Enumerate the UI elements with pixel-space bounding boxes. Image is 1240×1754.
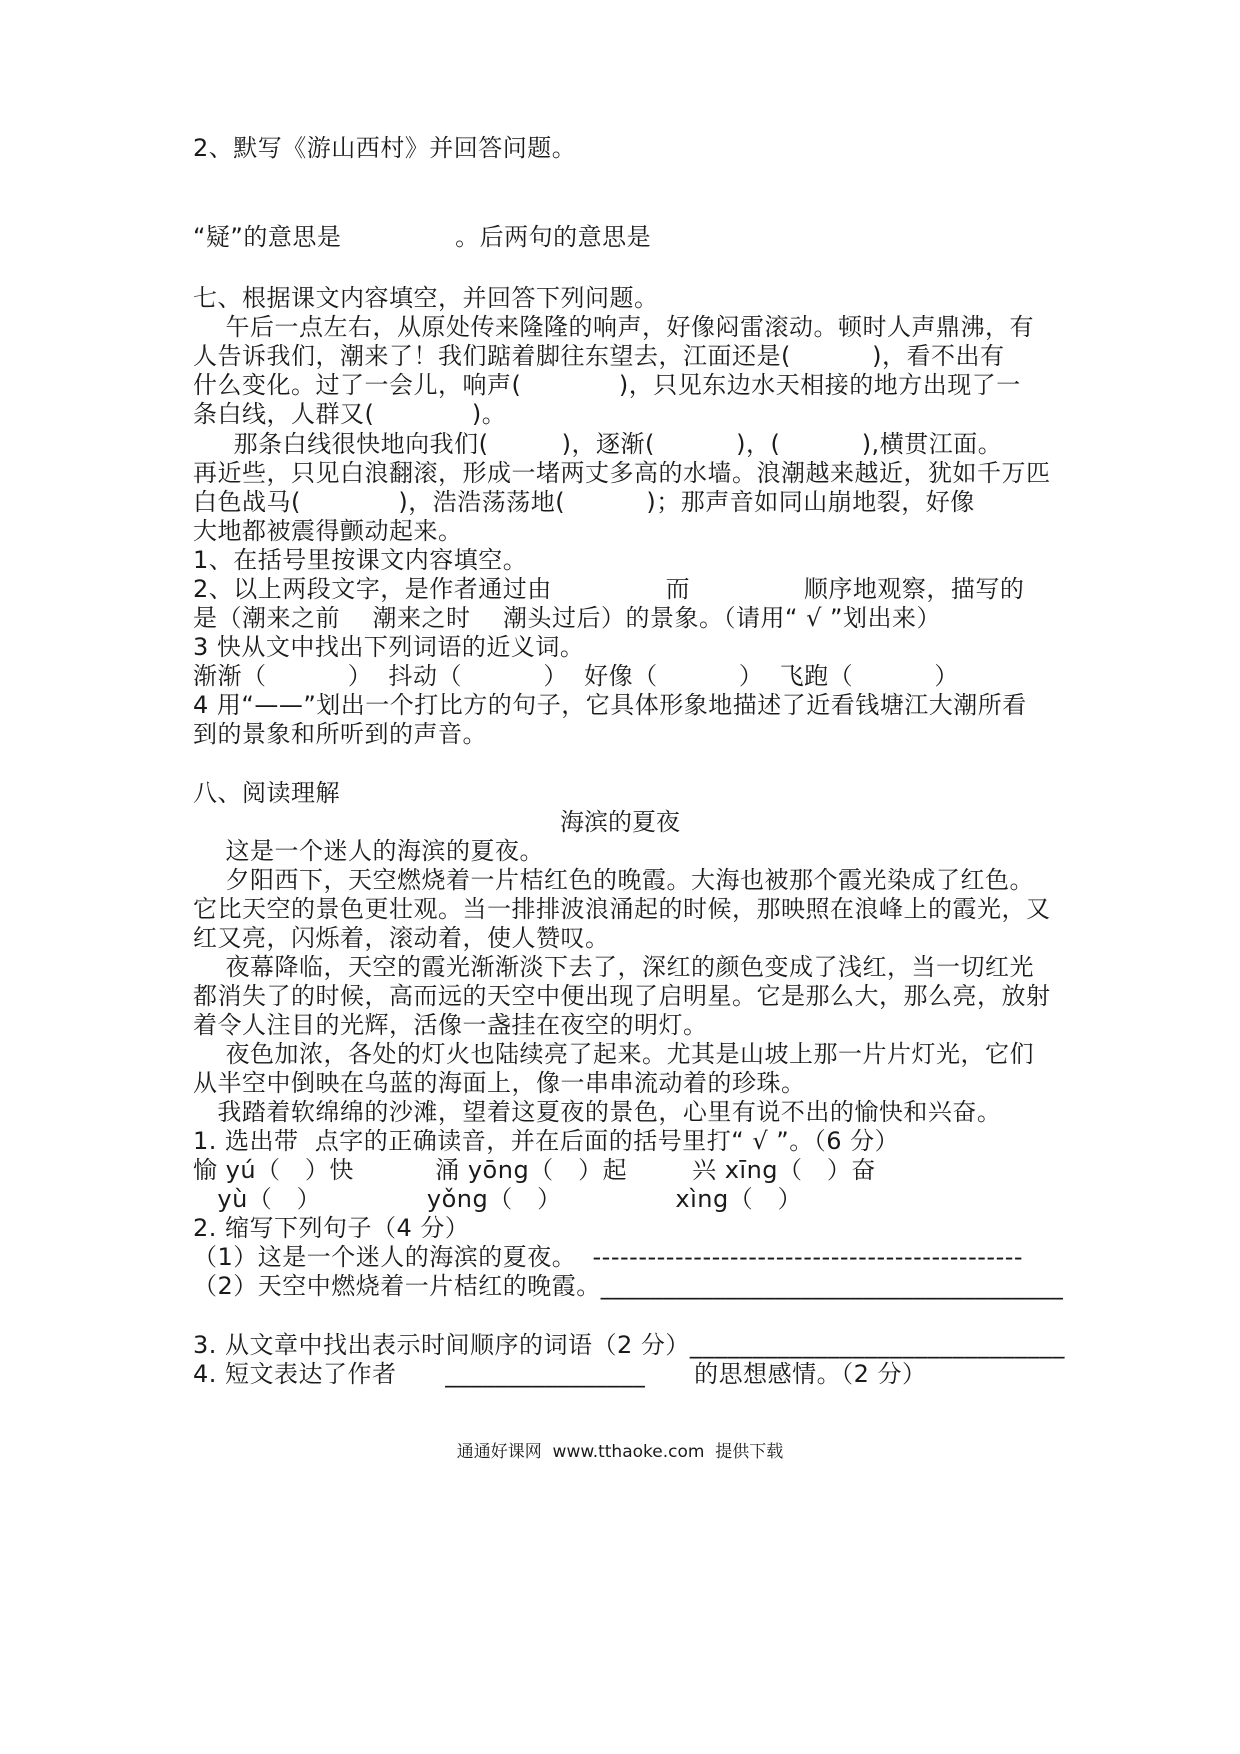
question-2-prompt: “疑”的意思是 。后两句的意思是 bbox=[193, 223, 652, 251]
passage-line: 白色战马( )，浩浩荡荡地( )；那声音如同山崩地裂，好像 bbox=[193, 488, 975, 516]
passage-line: 都消失了的时候，高而远的天空中便出现了启明星。它是那么大，那么亮，放射 bbox=[193, 982, 1051, 1010]
passage-line: 午后一点左右，从原处传来隆隆的响声，好像闷雷滚动。顿时人声鼎沸，有 bbox=[193, 313, 1035, 341]
question-line: 1. 选出带 点字的正确读音，并在后面的括号里打“ √ ”。（6 分） bbox=[193, 1127, 900, 1155]
passage-line: 它比天空的景色更壮观。当一排排波浪涌起的时候，那映照在浪峰上的霞光，又 bbox=[193, 895, 1051, 923]
answer-line: （1）这是一个迷人的海滨的夏夜。 ----------------------------------------------- bbox=[193, 1243, 1024, 1271]
passage-line: 夕阳西下，天空燃烧着一片桔红色的晚霞。大海也被那个霞光染成了红色。 bbox=[193, 866, 1035, 894]
passage-line: 什么变化。过了一会儿，响声( )，只见东边水天相接的地方出现了一 bbox=[193, 371, 1021, 399]
passage-line: 从半空中倒映在乌蓝的海面上，像一串串流动着的珍珠。 bbox=[193, 1069, 806, 1097]
question-line: 3 快从文中找出下列词语的近义词。 bbox=[193, 633, 585, 661]
pinyin-options: 愉 yú（ ）快 涌 yōng（ ）起 兴 xīng（ ）奋 bbox=[193, 1156, 876, 1184]
passage-line: 红又亮，闪烁着，滚动着，使人赞叹。 bbox=[193, 924, 610, 952]
passage-title: 海滨的夏夜 bbox=[560, 808, 680, 836]
answer-line: 3. 从文章中找出表示时间顺序的词语（2 分）______________________________ bbox=[193, 1331, 1065, 1359]
passage-line: 再近些，只见白浪翻滚，形成一堵两丈多高的水墙。浪潮越来越近，犹如千万匹 bbox=[193, 459, 1051, 487]
question-2-heading: 2、默写《游山西村》并回答问题。 bbox=[193, 134, 577, 162]
passage-line: 人告诉我们，潮来了！我们踮着脚往东望去，江面还是( )，看不出有 bbox=[193, 342, 1005, 370]
passage-line: 着令人注目的光辉，活像一盏挂在夜空的明灯。 bbox=[193, 1011, 708, 1039]
answer-line: 4. 短文表达了作者 ________________ 的思想感情。（2 分） bbox=[193, 1360, 927, 1388]
question-line: 1、在括号里按课文内容填空。 bbox=[193, 546, 528, 574]
question-line: 是（潮来之前 潮来之时 潮头过后）的景象。（请用“ √ ”划出来） bbox=[193, 604, 941, 632]
question-line: 2. 缩写下列句子（4 分） bbox=[193, 1214, 470, 1242]
pinyin-options: yù（ ） yǒng（ ） xìng（ ） bbox=[193, 1185, 803, 1213]
answer-line: （2）天空中燃烧着一片桔红的晚霞。_____________________________________ bbox=[193, 1272, 1064, 1300]
question-line: 4 用“——”划出一个打比方的句子，它具体形象地描述了近看钱塘江大潮所看 bbox=[193, 691, 1027, 719]
passage-line: 那条白线很快地向我们( )，逐渐( )，( ),横贯江面。 bbox=[193, 430, 1003, 458]
passage-line: 大地都被震得颤动起来。 bbox=[193, 517, 463, 545]
passage-line: 夜幕降临，天空的霞光渐渐淡下去了，深红的颜色变成了浅红，当一切红光 bbox=[193, 953, 1035, 981]
passage-line: 条白线，人群又( )。 bbox=[193, 400, 507, 428]
footer-text: 通通好课网 www.tthaoke.com 提供下载 bbox=[456, 1442, 784, 1462]
synonym-blanks: 渐渐（ ） 抖动（ ） 好像（ ） 飞跑（ ） bbox=[193, 662, 959, 690]
passage-line: 我踏着软绵绵的沙滩，望着这夏夜的景色，心里有说不出的愉快和兴奋。 bbox=[193, 1098, 1002, 1126]
passage-line: 这是一个迷人的海滨的夏夜。 bbox=[193, 837, 545, 865]
section-7-heading: 七、根据课文内容填空，并回答下列问题。 bbox=[193, 284, 659, 312]
section-8-heading: 八、阅读理解 bbox=[193, 779, 340, 807]
question-line: 2、以上两段文字，是作者通过由 而 顺序地观察，描写的 bbox=[193, 575, 1025, 603]
question-line: 到的景象和所听到的声音。 bbox=[193, 720, 487, 748]
passage-line: 夜色加浓，各处的灯火也陆续亮了起来。尤其是山坡上那一片片灯光，它们 bbox=[193, 1040, 1035, 1068]
